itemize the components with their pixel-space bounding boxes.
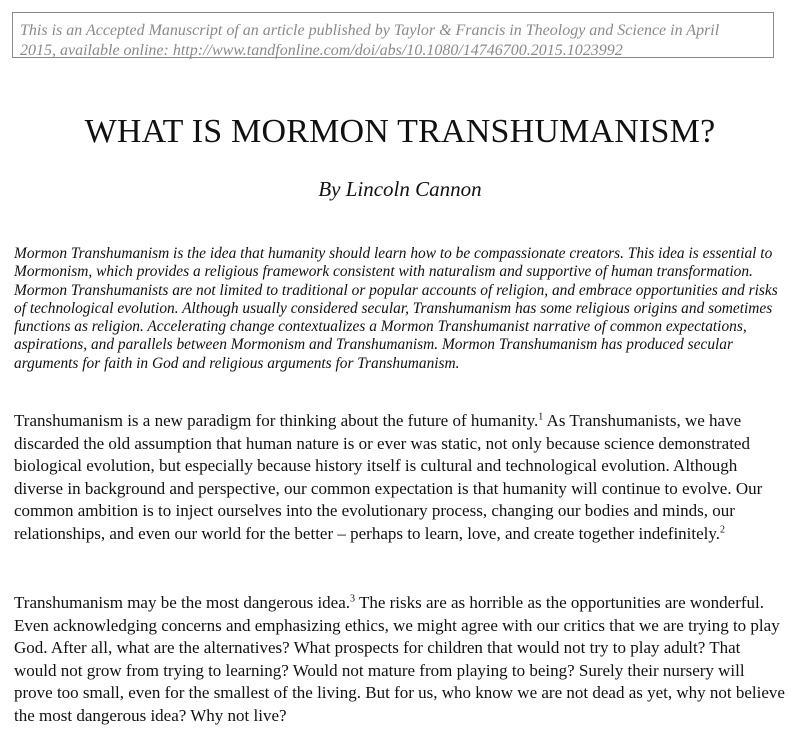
publication-notice-box [12,12,774,58]
footnote-ref-2[interactable]: 2 [720,523,726,535]
article-title: WHAT IS MORMON TRANSHUMANISM? [84,113,716,150]
body-paragraph-2 [14,592,786,727]
paragraph-1-text-a: Transhumanism is a new paradigm for thinking about the future of humanity. [14,411,539,430]
footnote-ref-1[interactable]: 1 [538,411,544,423]
body-paragraph-1 [14,410,786,545]
publication-notice-line-1: This is an Accepted Manuscript of an article published by Taylor & Francis in Theology and Science in April [20,22,720,39]
publication-notice-line-2: 2015, available online: http://www.tandfonline.com/doi/abs/10.1080/14746700.2015.1023992 [20,42,623,59]
paragraph-2-text-a: Transhumanism may be the most dangerous idea. [14,593,351,612]
abstract: Mormon Transhumanism is the idea that humanity should learn how to be compassionate creators. This idea is essential to Mormonism, which provides a religious framework consistent with naturalism and supportive of human transformation. Mormon Transhumanists are not limited to traditional or popular accounts of religion, and embrace opportunities and risks of technological evolution. Although usually considered secular, Transhumanism has some religious origins and sometimes functions as religion. Accelerating change contextualizes a Mormon Transhumanist narrative of common expectations, aspirations, and parallels between Mormonism and Transhumanism. Mormon Transhumanism has produced secular arguments for faith in God and religious arguments for Transhumanism. [14,245,778,372]
paragraph-2-text-b: The risks are as horrible as the opportunities are wonderful. Even acknowledging concerns and emphasizing ethics, we might agree with our critics that we are trying to play God. After all, what are the alternatives? What prospects for children that would not try to play adult? That would not grow from trying to learning? Would not mature from playing to being? Surely their nursery will prove too small, even for the smallest of the living. But for us, who know we are not dead as yet, why not believe the most dangerous idea? Why not live? [14,593,785,725]
author-byline: By Lincoln Cannon [318,177,482,201]
paragraph-1-text-b: As Transhumanists, we have discarded the old assumption that human nature is or ever was static, not only because science demonstrated biological evolution, but especially because history itself is cultural and technological evolution. Although diverse in background and perspective, our common expectation is that humanity will continue to evolve. Our common ambition is to inject ourselves into the evolutionary process, changing our bodies and minds, our relationships, and even our world for the better – perhaps to learn, love, and create together indefinitely. [14,411,763,543]
footnote-ref-3[interactable]: 3 [350,593,356,605]
